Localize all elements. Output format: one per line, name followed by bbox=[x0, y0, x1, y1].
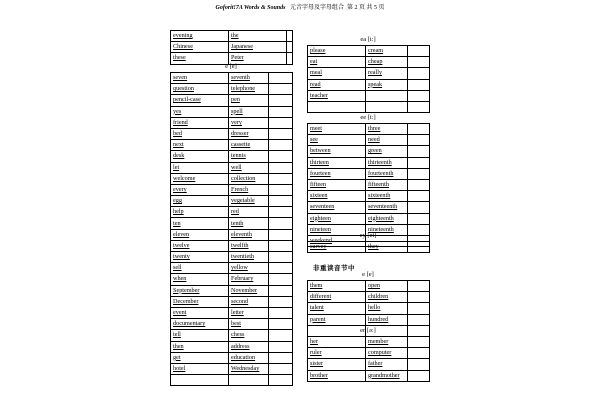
table-row bbox=[171, 218, 293, 229]
blank-cell bbox=[408, 348, 430, 359]
word-cell: seventh bbox=[229, 73, 269, 84]
word-cell: three bbox=[366, 124, 408, 135]
word-cell: read bbox=[308, 79, 366, 90]
word-cell: cassette bbox=[229, 140, 269, 151]
blank-cell bbox=[269, 95, 293, 106]
table-row bbox=[308, 101, 430, 112]
e-unstressed-heading: e [e] bbox=[362, 271, 374, 278]
blank-cell bbox=[269, 173, 293, 184]
table-row bbox=[171, 140, 293, 151]
word-cell: eleventh bbox=[229, 229, 269, 240]
table-row bbox=[171, 162, 293, 173]
word-cell: thirteen bbox=[308, 157, 366, 168]
word-cell: French bbox=[229, 184, 269, 195]
word-cell: hundred bbox=[366, 314, 408, 325]
blank-cell bbox=[408, 57, 430, 68]
blank-cell bbox=[408, 135, 430, 146]
word-cell: help bbox=[171, 207, 229, 218]
table-row bbox=[171, 252, 293, 263]
word-cell: nineteen bbox=[308, 224, 366, 235]
table-row bbox=[171, 274, 293, 285]
word-cell: February bbox=[229, 274, 269, 285]
word-cell: get bbox=[171, 352, 229, 363]
word-cell: cheap bbox=[366, 57, 408, 68]
blank-cell bbox=[408, 292, 430, 303]
blank-cell bbox=[269, 196, 293, 207]
table-row bbox=[308, 191, 430, 202]
table-row bbox=[308, 292, 430, 303]
word-cell: see bbox=[308, 135, 366, 146]
word-cell: dresser bbox=[229, 128, 269, 139]
word-cell: let bbox=[171, 162, 229, 173]
word-cell: open bbox=[366, 281, 408, 292]
table-row bbox=[308, 370, 430, 381]
blank-cell bbox=[269, 140, 293, 151]
table-row bbox=[308, 213, 430, 224]
word-cell: then bbox=[171, 341, 229, 352]
table-row bbox=[171, 95, 293, 106]
table-row bbox=[308, 179, 430, 190]
word-cell: welcome bbox=[171, 173, 229, 184]
header-subtitle: 元音字母及字母组合 bbox=[289, 5, 344, 11]
word-cell: well bbox=[229, 162, 269, 173]
word-cell: seventeen bbox=[308, 202, 366, 213]
blank-cell bbox=[408, 370, 430, 381]
word-cell bbox=[229, 375, 269, 386]
word-cell: address bbox=[229, 341, 269, 352]
table-row bbox=[308, 124, 430, 135]
blank-cell bbox=[408, 213, 430, 224]
blank-cell bbox=[269, 84, 293, 95]
book-title: Goforit!7A Words & Sounds bbox=[215, 5, 286, 11]
blank-cell bbox=[408, 146, 430, 157]
table-row bbox=[171, 106, 293, 117]
word-cell: collection bbox=[229, 173, 269, 184]
ey-heading: ey [ei] bbox=[359, 232, 377, 239]
blank-cell bbox=[269, 263, 293, 274]
blank-cell bbox=[269, 184, 293, 195]
blank-cell bbox=[408, 157, 430, 168]
word-cell: talent bbox=[308, 303, 366, 314]
table-row bbox=[171, 375, 293, 386]
blank-cell bbox=[269, 162, 293, 173]
table-row bbox=[308, 57, 430, 68]
word-cell: eighteen bbox=[308, 213, 366, 224]
blank-cell bbox=[269, 128, 293, 139]
word-cell: they bbox=[366, 242, 408, 253]
word-cell: red bbox=[229, 207, 269, 218]
blank-cell bbox=[269, 117, 293, 128]
word-cell: ruler bbox=[308, 348, 366, 359]
table-row bbox=[171, 296, 293, 307]
blank-cell bbox=[408, 314, 430, 325]
word-cell: twenty bbox=[171, 252, 229, 263]
word-cell: seventeenth bbox=[366, 202, 408, 213]
e-short-heading: e [e] bbox=[225, 63, 237, 70]
word-cell: these bbox=[171, 53, 229, 64]
er-word-table bbox=[307, 336, 430, 382]
blank-cell bbox=[269, 341, 293, 352]
blank-cell bbox=[408, 101, 430, 112]
word-cell: children bbox=[366, 292, 408, 303]
blank-cell bbox=[269, 106, 293, 117]
word-cell: speak bbox=[366, 79, 408, 90]
word-cell: weekend bbox=[308, 235, 366, 246]
word-cell bbox=[171, 375, 229, 386]
word-cell: green bbox=[366, 146, 408, 157]
table-row bbox=[171, 363, 293, 374]
word-cell: very bbox=[229, 117, 269, 128]
ea-word-table bbox=[307, 45, 430, 113]
blank-cell bbox=[269, 352, 293, 363]
word-cell: cream bbox=[366, 46, 408, 57]
word-cell: Japanese bbox=[229, 42, 287, 53]
ee-word-table bbox=[307, 123, 430, 247]
page-info: 第 2 页 共 5 页 bbox=[346, 5, 385, 11]
blank-cell bbox=[269, 274, 293, 285]
blank-cell bbox=[408, 90, 430, 101]
word-cell: fifteenth bbox=[366, 179, 408, 190]
word-cell: September bbox=[171, 285, 229, 296]
word-cell bbox=[308, 101, 366, 112]
table-row bbox=[171, 330, 293, 341]
word-cell: tell bbox=[171, 330, 229, 341]
word-cell: yes bbox=[171, 106, 229, 117]
page-header bbox=[0, 2, 600, 11]
word-cell: yellow bbox=[229, 263, 269, 274]
blank-cell bbox=[408, 303, 430, 314]
word-cell: every bbox=[171, 184, 229, 195]
table-row bbox=[171, 352, 293, 363]
blank-cell bbox=[408, 202, 430, 213]
word-cell: thirteenth bbox=[366, 157, 408, 168]
word-cell: education bbox=[229, 352, 269, 363]
word-cell: Chinese bbox=[171, 42, 229, 53]
word-cell: computer bbox=[366, 348, 408, 359]
blank-cell bbox=[287, 42, 293, 53]
table-row bbox=[308, 314, 430, 325]
word-cell: nineteenth bbox=[366, 224, 408, 235]
word-cell: eleven bbox=[171, 229, 229, 240]
table-row bbox=[308, 157, 430, 168]
word-cell: meal bbox=[308, 68, 366, 79]
word-cell: teacher bbox=[308, 90, 366, 101]
table-row bbox=[171, 31, 293, 42]
blank-cell bbox=[269, 229, 293, 240]
word-cell: survey bbox=[308, 242, 366, 253]
blank-cell bbox=[408, 281, 430, 292]
word-cell: vegetable bbox=[229, 196, 269, 207]
table-row bbox=[171, 151, 293, 162]
blank-cell bbox=[408, 124, 430, 135]
word-cell: need bbox=[366, 135, 408, 146]
blank-cell bbox=[408, 191, 430, 202]
word-cell: sixteen bbox=[308, 191, 366, 202]
word-cell: please bbox=[308, 46, 366, 57]
word-cell: brother bbox=[308, 370, 366, 381]
word-cell: seven bbox=[171, 73, 229, 84]
word-cell: fifteen bbox=[308, 179, 366, 190]
er-heading: er [ə:] bbox=[360, 327, 376, 334]
word-cell: tenth bbox=[229, 218, 269, 229]
word-cell: hello bbox=[366, 303, 408, 314]
blank-cell bbox=[269, 330, 293, 341]
blank-cell bbox=[408, 359, 430, 370]
top-word-table bbox=[170, 30, 293, 65]
word-cell: next bbox=[171, 140, 229, 151]
word-cell: December bbox=[171, 296, 229, 307]
word-cell: father bbox=[366, 359, 408, 370]
blank-cell bbox=[269, 375, 293, 386]
word-cell: between bbox=[308, 146, 366, 157]
table-row bbox=[171, 240, 293, 251]
table-row bbox=[171, 196, 293, 207]
word-cell: grandmother bbox=[366, 370, 408, 381]
table-row bbox=[171, 307, 293, 318]
ee-heading: ee [i:] bbox=[360, 114, 376, 121]
word-cell: parent bbox=[308, 314, 366, 325]
word-cell: different bbox=[308, 292, 366, 303]
table-row bbox=[171, 84, 293, 95]
word-cell: November bbox=[229, 285, 269, 296]
word-cell: sixteenth bbox=[366, 191, 408, 202]
word-cell: member bbox=[366, 337, 408, 348]
table-row bbox=[308, 79, 430, 90]
word-cell: spell bbox=[229, 106, 269, 117]
blank-cell bbox=[408, 242, 430, 253]
word-cell bbox=[366, 90, 408, 101]
e-short-word-table bbox=[170, 72, 293, 386]
word-cell: friend bbox=[171, 117, 229, 128]
word-cell: her bbox=[308, 337, 366, 348]
table-row bbox=[171, 263, 293, 274]
blank-cell bbox=[269, 151, 293, 162]
blank-cell bbox=[408, 168, 430, 179]
blank-cell bbox=[269, 285, 293, 296]
word-cell: twelve bbox=[171, 240, 229, 251]
word-cell: twelfth bbox=[229, 240, 269, 251]
word-cell: documentary bbox=[171, 319, 229, 330]
blank-cell bbox=[269, 319, 293, 330]
table-row bbox=[308, 68, 430, 79]
word-cell: eighteenth bbox=[366, 213, 408, 224]
word-cell: telephone bbox=[229, 84, 269, 95]
word-cell: the bbox=[229, 31, 287, 42]
table-row bbox=[171, 285, 293, 296]
word-cell: evening bbox=[171, 31, 229, 42]
word-cell: fourteen bbox=[308, 168, 366, 179]
blank-cell bbox=[269, 218, 293, 229]
word-cell: when bbox=[171, 274, 229, 285]
table-row bbox=[308, 337, 430, 348]
table-row bbox=[171, 42, 293, 53]
table-row bbox=[308, 348, 430, 359]
blank-cell bbox=[408, 46, 430, 57]
table-row bbox=[171, 117, 293, 128]
word-cell: twentieth bbox=[229, 252, 269, 263]
table-row bbox=[308, 359, 430, 370]
blank-cell bbox=[269, 307, 293, 318]
table-row bbox=[308, 168, 430, 179]
table-row bbox=[308, 146, 430, 157]
ey-word-table bbox=[307, 241, 430, 253]
table-row bbox=[171, 229, 293, 240]
blank-cell bbox=[408, 337, 430, 348]
word-cell: letter bbox=[229, 307, 269, 318]
table-row bbox=[308, 281, 430, 292]
blank-cell bbox=[269, 73, 293, 84]
table-row bbox=[171, 128, 293, 139]
word-cell: hotel bbox=[171, 363, 229, 374]
word-cell: egg bbox=[171, 196, 229, 207]
table-row bbox=[171, 319, 293, 330]
word-cell: best bbox=[229, 319, 269, 330]
blank-cell bbox=[408, 68, 430, 79]
word-cell: eat bbox=[308, 57, 366, 68]
table-row bbox=[171, 207, 293, 218]
word-cell: second bbox=[229, 296, 269, 307]
table-row bbox=[171, 173, 293, 184]
unstressed-note: 非重读音节中 bbox=[313, 264, 355, 272]
blank-cell bbox=[269, 207, 293, 218]
word-cell: them bbox=[308, 281, 366, 292]
blank-cell bbox=[408, 79, 430, 90]
table-row bbox=[308, 135, 430, 146]
word-cell: really bbox=[366, 68, 408, 79]
word-cell: Wednesday bbox=[229, 363, 269, 374]
ea-heading: ea [i:] bbox=[360, 36, 376, 43]
blank-cell bbox=[269, 296, 293, 307]
table-row bbox=[308, 303, 430, 314]
table-row bbox=[308, 242, 430, 253]
blank-cell bbox=[408, 179, 430, 190]
table-row bbox=[171, 184, 293, 195]
word-cell: sister bbox=[308, 359, 366, 370]
blank-cell bbox=[287, 31, 293, 42]
word-cell bbox=[366, 101, 408, 112]
word-cell: Peter bbox=[229, 53, 287, 64]
blank-cell bbox=[269, 363, 293, 374]
word-cell: chess bbox=[229, 330, 269, 341]
word-cell: pencil-case bbox=[171, 95, 229, 106]
word-cell: event bbox=[171, 307, 229, 318]
word-cell: desk bbox=[171, 151, 229, 162]
table-row bbox=[171, 341, 293, 352]
word-cell: sell bbox=[171, 263, 229, 274]
word-cell: pen bbox=[229, 95, 269, 106]
word-cell: bed bbox=[171, 128, 229, 139]
table-row bbox=[308, 46, 430, 57]
blank-cell bbox=[269, 252, 293, 263]
table-row bbox=[308, 202, 430, 213]
blank-cell bbox=[269, 240, 293, 251]
table-row bbox=[308, 90, 430, 101]
word-cell: question bbox=[171, 84, 229, 95]
word-cell: ten bbox=[171, 218, 229, 229]
table-row bbox=[171, 73, 293, 84]
word-cell: fourteenth bbox=[366, 168, 408, 179]
word-cell: tennis bbox=[229, 151, 269, 162]
word-cell: meet bbox=[308, 124, 366, 135]
